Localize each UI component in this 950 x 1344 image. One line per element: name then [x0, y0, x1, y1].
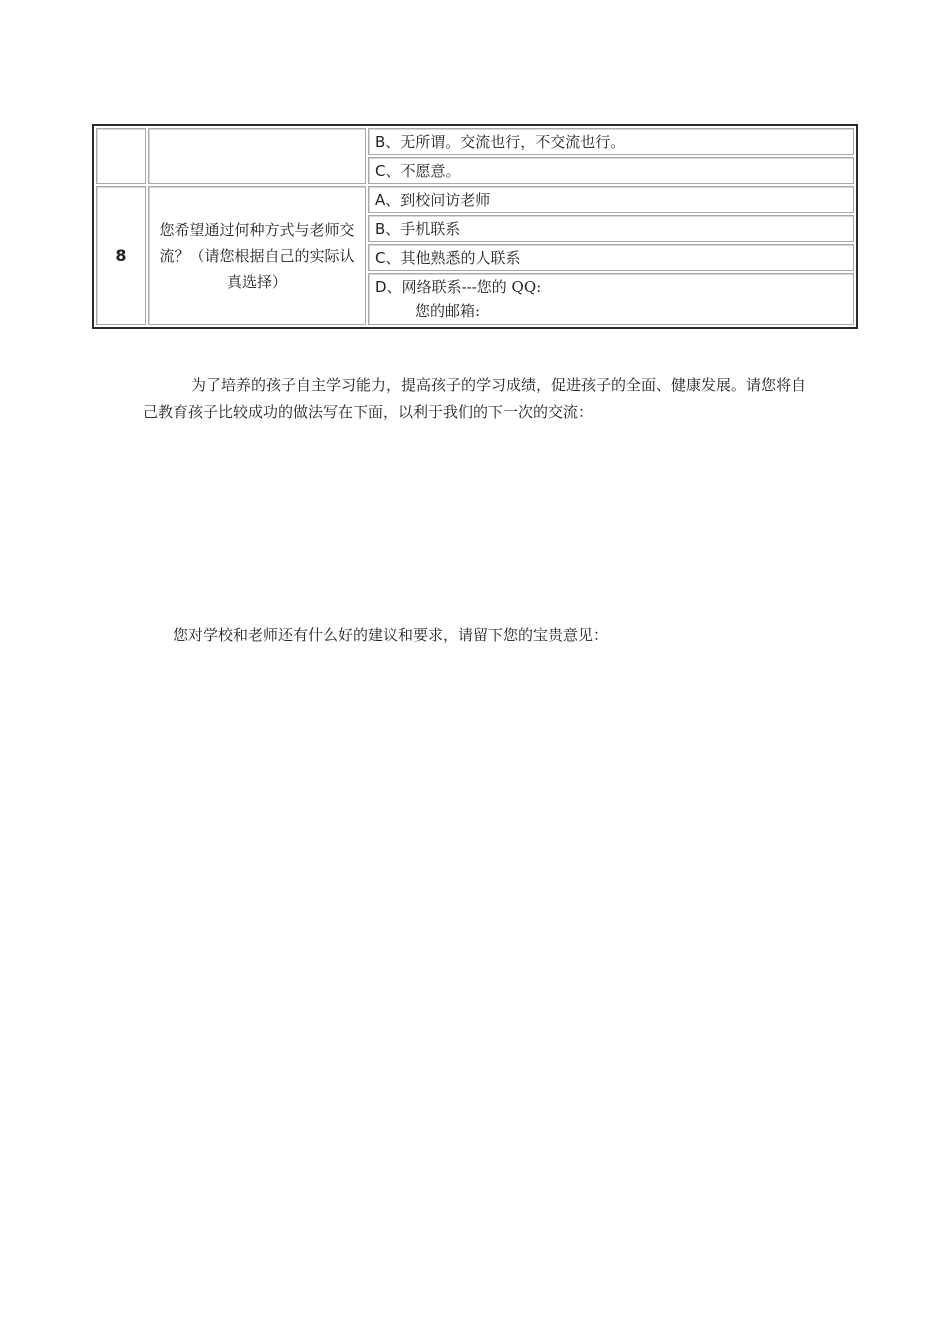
email-label: 您的邮箱: [415, 302, 481, 320]
table-row [96, 128, 854, 155]
paragraph-suggestions: 您对学校和老师还有什么好的建议和要求，请留下您的宝贵意见： [173, 626, 609, 644]
number-cell-empty [96, 128, 146, 184]
option-letter: A [375, 190, 386, 209]
option-text: 、其他熟悉的人联系 [385, 248, 521, 267]
option-cell [368, 128, 854, 155]
option-letter: D [375, 278, 387, 296]
survey-table [92, 124, 858, 329]
option-text: 、手机联系 [385, 219, 461, 238]
option-cell [368, 244, 854, 271]
option-cell [368, 186, 854, 213]
question-text: 您希望通过何种方式与老师交流？（请您根据自己的实际认真选择） [148, 186, 366, 325]
option-text: 、不愿意。 [385, 161, 461, 180]
question-cell-empty [148, 128, 366, 184]
paragraph-success-methods: 为了培养的孩子自主学习能力，提高孩子的学习成绩，促进孩子的全面、健康发展。请您将自己教育孩子比较成功的做法写在下面，以利于我们的下一次的交流： [143, 376, 807, 421]
question-number: 8 [96, 186, 146, 325]
option-letter: B [375, 219, 386, 238]
option-cell [368, 157, 854, 184]
option-text: 、到校问访老师 [385, 190, 491, 209]
option-letter: B [375, 132, 386, 151]
table-row [96, 186, 854, 213]
option-cell [368, 215, 854, 242]
option-cell [368, 273, 854, 325]
option-text: 、网络联系---您的 QQ: [386, 278, 542, 296]
option-text: 、无所谓。交流也行，不交流也行。 [385, 132, 626, 151]
option-letter: C [375, 161, 386, 180]
option-letter: C [375, 248, 386, 267]
